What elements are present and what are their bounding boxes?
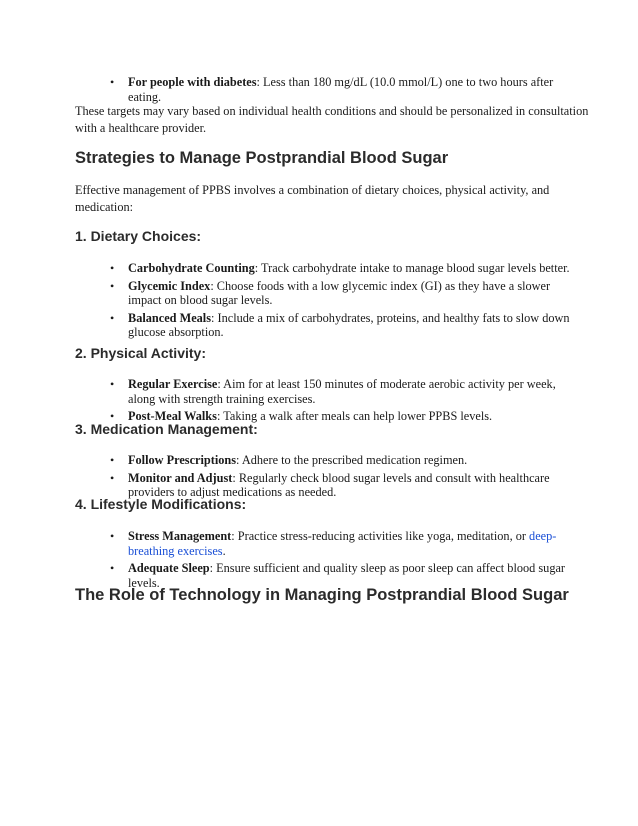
section-heading-dietary: 1. Dietary Choices: <box>75 228 202 244</box>
bullet-icon: • <box>110 261 115 275</box>
item-text: : Aim for at least 150 minutes of moderate aerobic activity per week, along with strength training exercises. <box>128 377 556 406</box>
item-text: : Ensure sufficient and quality sleep as poor sleep can affect blood sugar levels. <box>128 561 566 590</box>
list-item <box>0 453 570 468</box>
bullet-icon: • <box>110 561 115 575</box>
item-term: Stress Management <box>128 529 232 543</box>
item-term: Post-Meal Walks <box>128 409 217 423</box>
bullet-icon: • <box>110 470 115 485</box>
intro-note: These targets may vary based on individual health conditions and should be personalized in consultation with a healthcare provider. <box>75 104 589 135</box>
item-term: Balanced Meals <box>128 310 211 325</box>
item-term: Regular Exercise <box>128 377 218 391</box>
list-item <box>0 377 570 406</box>
item-text: : Regularly check blood sugar levels and consult with healthcare providers to adjust medications as needed. <box>128 470 550 499</box>
bullet-icon: • <box>110 409 115 423</box>
item-text: : Choose foods with a low glycemic index (GI) as they have a slower impact on blood sugar levels. <box>128 278 551 307</box>
item-text: : Practice stress-reducing activities like yoga, meditation, or <box>231 529 530 543</box>
section-heading-medication: 3. Medication Management: <box>75 421 258 437</box>
item-text: : Include a mix of carbohydrates, proteins, and healthy fats to slow down glucose absorption. <box>128 310 570 339</box>
bullet-icon: • <box>110 310 115 325</box>
section-heading-physical: 2. Physical Activity: <box>75 345 206 361</box>
bullet-icon: • <box>110 529 115 543</box>
technology-heading: The Role of Technology in Managing Postprandial Blood Sugar <box>75 586 569 604</box>
list-item <box>0 75 570 104</box>
list-item <box>0 311 570 340</box>
item-tail: . <box>222 543 226 558</box>
item-text: : Less than 180 mg/dL (10.0 mmol/L) one to two hours after eating. <box>128 75 554 104</box>
item-term: Carbohydrate Counting <box>128 261 255 275</box>
strategies-heading: Strategies to Manage Postprandial Blood Sugar <box>75 149 449 167</box>
list-item <box>0 529 570 558</box>
item-term: Follow Prescriptions <box>128 453 237 467</box>
bullet-icon: • <box>110 75 115 89</box>
item-term: Adequate Sleep <box>128 561 210 575</box>
bullet-icon: • <box>110 377 115 391</box>
deep-breathing-link[interactable]: deep-breathing exercises <box>128 529 557 558</box>
list-item <box>0 279 570 308</box>
item-term: Monitor and Adjust <box>128 470 233 485</box>
item-text: : Adhere to the prescribed medication regimen. <box>236 453 468 467</box>
item-term: Glycemic Index <box>128 278 211 293</box>
item-text: : Track carbohydrate intake to manage blood sugar levels better. <box>254 261 570 275</box>
item-text: : Taking a walk after meals can help lower PPBS levels. <box>216 409 493 423</box>
bullet-icon: • <box>110 278 115 293</box>
bullet-icon: • <box>110 453 115 467</box>
section-heading-lifestyle: 4. Lifestyle Modifications: <box>75 496 247 512</box>
dietary-list <box>0 261 600 343</box>
list-item <box>0 261 570 276</box>
item-term: For people with diabetes <box>128 75 257 89</box>
strategies-intro: Effective management of PPBS involves a combination of dietary choices, physical activity, and medication: <box>75 183 550 214</box>
